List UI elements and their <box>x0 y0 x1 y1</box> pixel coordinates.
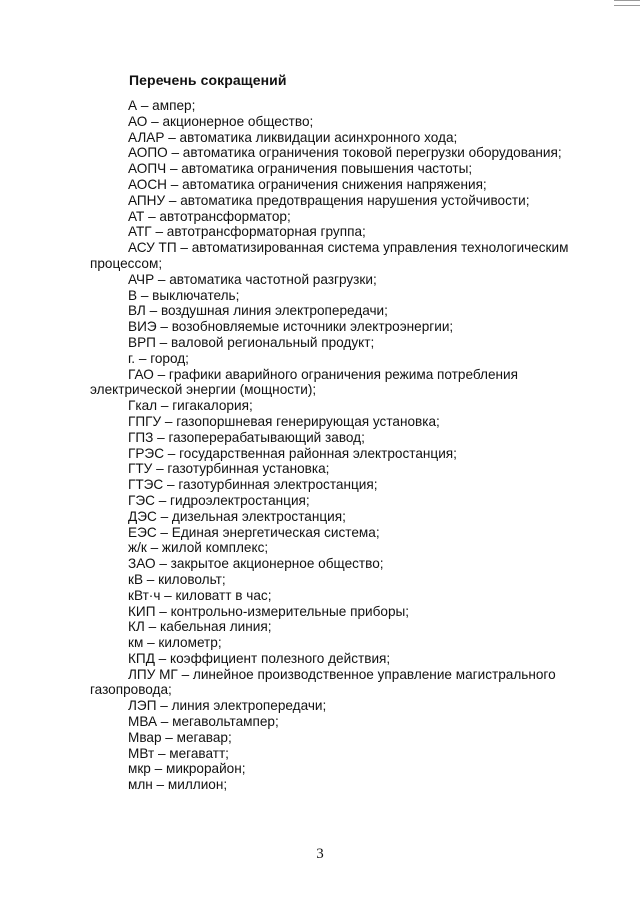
abbreviation-entry: ВИЭ – возобновляемые источники электроэнергии; <box>128 319 454 335</box>
scan-corner-mark <box>614 0 640 6</box>
abbreviation-entry: мкр – микрорайон; <box>128 761 246 777</box>
abbreviation-entry: Гкал – гигакалория; <box>128 398 253 414</box>
abbreviation-entry: АОПЧ – автоматика ограничения повышения частоты; <box>128 161 473 177</box>
abbreviation-entry: ГРЭС – государственная районная электростанция; <box>128 445 457 461</box>
abbreviation-entry: АЧР – автоматика частотной разгрузки; <box>128 271 377 287</box>
abbreviation-entry: АЛАР – автоматика ликвидации асинхронного хода; <box>128 129 458 145</box>
abbreviation-entry: КЛ – кабельная линия; <box>128 619 272 635</box>
abbreviation-entry: км – километр; <box>128 635 222 651</box>
abbreviation-entry: ГТЭС – газотурбинная электростанция; <box>128 477 378 493</box>
abbreviation-entry: ЗАО – закрытое акционерное общество; <box>128 556 384 572</box>
abbreviation-entry: ГТУ – газотурбинная установка; <box>128 461 330 477</box>
abbreviation-entry: КПД – коэффициент полезного действия; <box>128 650 391 666</box>
abbreviation-entry: ГАО – графики аварийного ограничения режима потребления электрической энергии (мощности); <box>90 366 518 398</box>
abbreviation-entry: ВРП – валовой региональный продукт; <box>128 334 375 350</box>
abbreviation-entry: кВт·ч – киловатт в час; <box>128 587 272 603</box>
abbreviation-entry: ж/к – жилой комплекс; <box>128 540 269 556</box>
abbreviation-entry: АПНУ – автоматика предотвращения нарушения устойчивости; <box>128 192 530 208</box>
abbreviation-entry: ЕЭС – Единая энергетическая система; <box>128 524 380 540</box>
abbreviation-entry: А – ампер; <box>128 98 196 113</box>
abbreviation-entry: В – выключатель; <box>128 287 240 303</box>
abbreviation-entry: АСУ ТП – автоматизированная система управления технологическим процессом; <box>90 240 569 271</box>
abbreviation-entry: ГПЗ – газоперерабатывающий завод; <box>128 429 365 445</box>
abbreviation-entry: АТ – автотрансформатор; <box>128 208 291 224</box>
abbreviation-list <box>90 98 585 793</box>
abbreviation-entry: АО – акционерное общество; <box>128 113 314 129</box>
abbreviation-entry: г. – город; <box>128 350 189 366</box>
abbreviation-entry: ДЭС – дизельная электростанция; <box>128 508 346 524</box>
abbreviation-entry: ГПГУ – газопоршневая генерирующая установка; <box>128 413 440 429</box>
abbreviation-entry: ЛЭП – линия электропередачи; <box>128 698 327 714</box>
abbreviation-entry: Мвар – мегавар; <box>128 729 232 745</box>
page-number: 3 <box>316 846 324 862</box>
abbreviation-entry: АОПО – автоматика ограничения токовой перегрузки оборудования; <box>128 145 562 161</box>
abbreviation-entry: млн – миллион; <box>128 777 228 793</box>
abbreviation-entry: АТГ – автотрансформаторная группа; <box>128 224 366 240</box>
abbreviation-entry: кВ – киловольт; <box>128 571 226 587</box>
abbreviation-entry: ГЭС – гидроэлектростанция; <box>128 492 310 508</box>
abbreviation-entry: ЛПУ МГ – линейное производственное управление магистрального газопровода; <box>90 666 556 698</box>
page-title: Перечень сокращений <box>129 72 287 88</box>
abbreviation-entry: ВЛ – воздушная линия электропередачи; <box>128 303 388 319</box>
abbreviation-entry: КИП – контрольно-измерительные приборы; <box>128 603 410 619</box>
abbreviation-entry: МВт – мегаватт; <box>128 745 229 761</box>
abbreviation-entry: АОСН – автоматика ограничения снижения напряжения; <box>128 176 487 192</box>
abbreviation-entry: МВА – мегавольтампер; <box>128 714 279 730</box>
